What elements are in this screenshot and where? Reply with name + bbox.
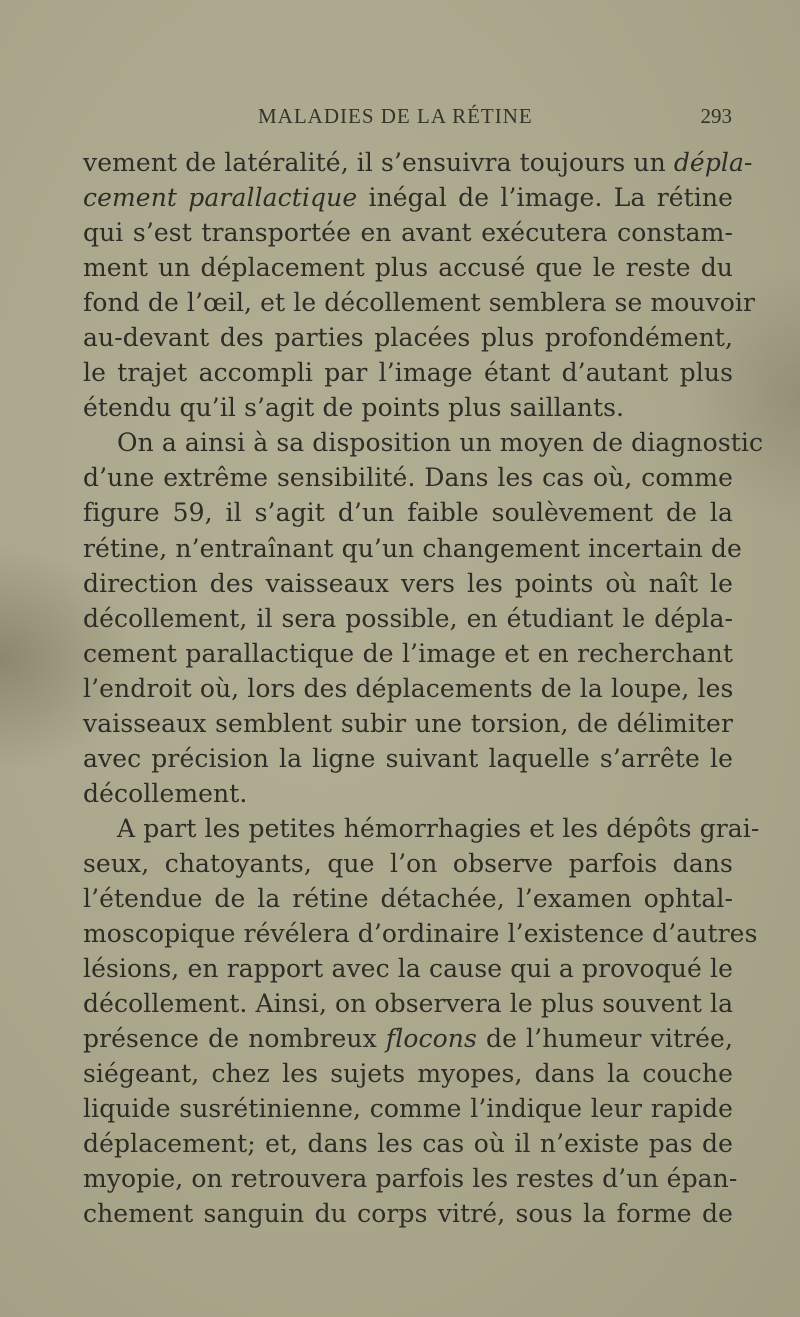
text-line	[83, 1021, 733, 1056]
text-line	[83, 601, 733, 636]
text-span: figure 59, il s’agit d’un faible soulèvement de la	[83, 498, 733, 528]
text-span: inégal de l’image. La rétine	[357, 183, 733, 213]
text-line	[83, 846, 733, 881]
text-span: qui s’est transportée en avant exécutera constam-	[83, 218, 733, 248]
text-span: l’étendue de la rétine détachée, l’examen ophtal-	[83, 883, 733, 913]
text-span: A part les petites hémorrhagies et les dépôts grai-	[117, 813, 760, 843]
text-span: avec précision la ligne suivant laquelle s’arrête le	[83, 743, 733, 773]
italic-text: cement parallactique	[83, 183, 358, 213]
text-span: d’une extrême sensibilité. Dans les cas où, comme	[83, 463, 733, 493]
text-line	[83, 425, 764, 460]
text-span: l’endroit où, lors des déplacements de la loupe, les	[83, 673, 734, 703]
text-span: présence de nombreux	[83, 1024, 386, 1054]
text-line	[83, 355, 733, 390]
running-title: MALADIES DE LA RÉTINE	[258, 104, 533, 128]
text-line	[83, 671, 733, 706]
text-line	[83, 215, 733, 250]
text-line	[83, 320, 733, 355]
body-text	[83, 145, 764, 1231]
text-span: étendu qu’il s’agit de points plus saillants.	[83, 393, 625, 423]
italic-text: flocons	[385, 1024, 477, 1054]
text-line	[83, 881, 733, 916]
text-span: lésions, en rapport avec la cause qui a provoqué le	[83, 954, 733, 984]
text-line	[83, 706, 733, 741]
text-span: le trajet accompli par l’image étant d’autant plus	[83, 358, 733, 388]
text-line	[83, 1091, 733, 1126]
text-line	[83, 285, 756, 320]
text-line	[83, 951, 733, 986]
text-span: seux, chatoyants, que l’on observe parfois dans	[83, 848, 733, 878]
text-span: de l’humeur vitrée,	[476, 1024, 733, 1054]
text-span: vaisseaux semblent subir une torsion, de délimiter	[83, 708, 733, 738]
page-header	[0, 104, 800, 134]
text-line	[83, 566, 733, 601]
text-line	[83, 986, 733, 1021]
page-number: 293	[700, 104, 732, 128]
text-span: ment un déplacement plus accusé que le reste du	[83, 253, 733, 283]
text-line	[83, 916, 758, 951]
text-span: vement de latéralité, il s’ensuivra toujours un	[83, 148, 674, 177]
text-line	[83, 811, 760, 846]
text-span: déplacement; et, dans les cas où il n’existe pas de	[83, 1129, 733, 1159]
text-span: moscopique révélera d’ordinaire l’existence d’autres	[83, 919, 758, 949]
text-span: direction des vaisseaux vers les points où naît le	[83, 568, 733, 598]
text-span: décollement.	[83, 778, 248, 808]
text-line	[83, 145, 753, 180]
text-span: rétine, n’entraînant qu’un changement incertain de	[83, 533, 742, 563]
text-span: myopie, on retrouvera parfois les restes d’un épan-	[83, 1164, 738, 1194]
text-line	[83, 1056, 733, 1091]
text-span: liquide susrétinienne, comme l’indique leur rapide	[83, 1094, 733, 1124]
text-line	[83, 531, 742, 566]
text-span: cement parallactique de l’image et en recherchant	[83, 638, 733, 668]
text-line	[83, 495, 733, 530]
text-line	[83, 1196, 733, 1231]
text-span: au-devant des parties placées plus profondément,	[83, 323, 733, 353]
text-line	[83, 250, 733, 285]
text-line	[83, 1126, 733, 1161]
text-line	[83, 1161, 738, 1196]
text-span: On a ainsi à sa disposition un moyen de diagnostic	[117, 428, 764, 458]
text-span: décollement. Ainsi, on observera le plus souvent la	[83, 989, 734, 1019]
text-span: décollement, il sera possible, en étudiant le dépla-	[83, 603, 733, 633]
text-span: siégeant, chez les sujets myopes, dans la couche	[83, 1059, 733, 1089]
text-line	[83, 460, 733, 495]
text-line	[83, 776, 733, 811]
text-line	[83, 180, 733, 215]
text-line	[83, 390, 733, 425]
text-span: fond de l’œil, et le décollement semblera se mouvoir	[83, 288, 756, 318]
text-span: chement sanguin du corps vitré, sous la forme de	[83, 1199, 733, 1229]
text-line	[83, 741, 733, 776]
italic-text: dépla-	[673, 148, 753, 177]
text-line	[83, 636, 733, 671]
